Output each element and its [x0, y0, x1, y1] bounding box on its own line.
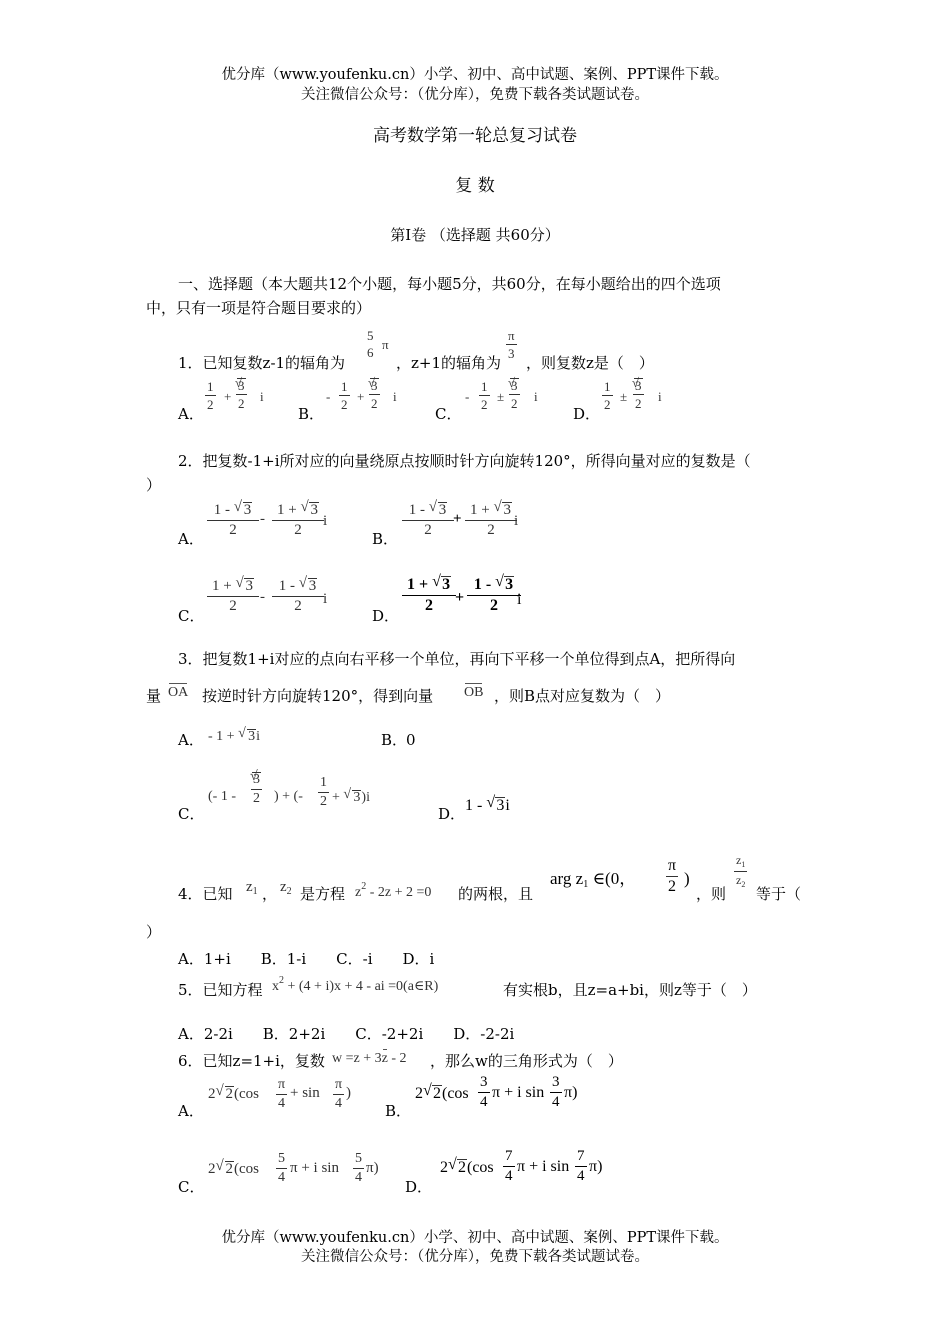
q1-c-pre: - [465, 389, 470, 404]
z-symbol: z [280, 879, 287, 895]
q3-c-frac [250, 772, 263, 806]
q4-z1 [246, 880, 258, 897]
q1-a-i: i [260, 389, 264, 404]
frac-den: 4 [335, 1096, 343, 1111]
q2-label-d: D． [372, 607, 400, 625]
plus: + [525, 1158, 543, 1175]
expr-pre: - 1 + [208, 729, 239, 744]
plus: + [500, 1084, 518, 1101]
q5-options: A．2-2i B．2+2i C．-2+2i D．-2-2i [178, 1025, 515, 1043]
frac-den: 4 [505, 1168, 513, 1184]
q1-label-d: D． [573, 405, 601, 423]
q3-c-mid: ) + (- [274, 789, 303, 804]
eq-sup: 2 [279, 975, 284, 986]
eq-x: x [272, 979, 279, 994]
ratio-den-sub: 2 [741, 880, 746, 889]
eq-rest: - 2z + 2 =0 [366, 885, 432, 900]
frac-num: 1 [481, 379, 488, 394]
frac-den: 4 [480, 1094, 488, 1110]
plus: + [332, 790, 344, 805]
ratio-num: z [736, 853, 742, 867]
q6-b-prefix [415, 1085, 469, 1102]
q2-label-c: C． [178, 607, 205, 625]
q6-d-frac-2 [575, 1149, 587, 1184]
q2-c-frac-1 [207, 578, 259, 614]
z-symbol: z [246, 879, 253, 895]
cos: (cos [234, 1086, 259, 1102]
q2-a-frac-2 [272, 502, 324, 538]
num-pre: 1 + [277, 502, 301, 518]
page-title: 高考数学第一轮总复习试卷 [373, 126, 577, 146]
q2-d-i: i [517, 591, 522, 608]
pi: π [589, 1158, 598, 1175]
sin: sin [302, 1085, 320, 1101]
q6-w-expr [332, 1052, 407, 1066]
q1-b-op: + [357, 389, 365, 404]
header-line-2: 关注微信公众号：（优分库），免费下载各类试题试卷。 [301, 87, 649, 103]
expr-end: i [256, 729, 260, 744]
pi: π [366, 1160, 374, 1176]
q1-c-op: ± [497, 389, 505, 404]
q6-a-close: ) [346, 1085, 351, 1101]
z-subscript: 1 [252, 886, 258, 897]
q1-angle-1-den: 6 [367, 345, 374, 360]
expr-pre: 1 - [465, 797, 487, 814]
q6-d-frac-1 [503, 1149, 515, 1184]
cos: (cos [442, 1085, 469, 1102]
q6-c-mid [290, 1161, 339, 1176]
q1-b-i: i [393, 389, 397, 404]
q6-text-2: ，那么w的三角形式为（ ） [430, 1052, 623, 1070]
frac-num: 1 [341, 379, 348, 394]
q5-equation [272, 976, 438, 994]
frac-num: 1 [320, 775, 327, 790]
q3-label-d: D． [438, 805, 466, 823]
q3-c-tail [332, 790, 370, 805]
q3-text-2: 按逆时针方向旋转120°，得到向量 [202, 687, 434, 705]
root-value: 3 [238, 378, 245, 393]
root-value: 3 [245, 578, 253, 594]
isin: i sin [517, 1084, 545, 1101]
q6-a-prefix [208, 1086, 259, 1102]
q4-text-3: 的两根，且 [458, 885, 534, 903]
q4-arg-frac [666, 858, 678, 895]
q4-comma: ， [262, 885, 278, 903]
q3-vector-ob [464, 686, 483, 700]
q3-label-c: C． [178, 805, 205, 823]
q4-arg-end: ) [684, 869, 690, 888]
q1-angle-2-den: 3 [508, 346, 515, 361]
frac-den: 2 [272, 596, 324, 614]
q3-c-pre: (- 1 - [208, 789, 236, 804]
pi: π [290, 1160, 298, 1176]
q2-line-1: 2．把复数-1+i所对应的向量绕原点按顺时针方向旋转120°，所得向量对应的复数是（ [178, 452, 751, 470]
pi: π [517, 1158, 526, 1175]
q3-a-expr [208, 729, 260, 744]
frac-num: 3 [552, 1074, 560, 1090]
plus: + [290, 1085, 303, 1101]
q1-d-op: ± [620, 389, 628, 404]
q2-c-i: i [323, 591, 328, 607]
root-value: 3 [505, 576, 514, 593]
q3-line-1: 3．把复数1+i对应的点向右平移一个单位，再向下平移一个单位得到点A，把所得向 [178, 650, 736, 668]
root-value: 3 [438, 502, 447, 518]
q1-a-half [205, 380, 216, 411]
isin: i sin [542, 1158, 570, 1175]
root-value: 3 [243, 502, 252, 518]
q4-equation [355, 882, 431, 900]
q4-line-2: ） [146, 923, 162, 941]
root-value: 3 [503, 502, 511, 518]
q2-a-op: - [260, 511, 265, 527]
q1-angle-1-num: 5 [367, 328, 374, 343]
q3-b-value: 0 [406, 731, 416, 749]
q4-z2 [280, 880, 292, 897]
q2-c-op: - [260, 589, 265, 605]
instructions-line-1: 一、选择题（本大题共12个小题，每小题5分，共60分，在每小题给出的四个选项 [178, 275, 721, 293]
q1-text-3: ，则复数z是（ ） [526, 354, 654, 372]
num-pre: 1 - [213, 502, 234, 518]
q6-text-1: 6．已知z=1+i，复数 [178, 1052, 325, 1070]
cos: (cos [467, 1159, 494, 1176]
frac-den: 2 [511, 396, 518, 411]
expr-end: )i [361, 790, 370, 805]
q6-a-frac-2 [333, 1078, 344, 1111]
frac-den: 2 [272, 520, 324, 538]
page-subtitle: 复 数 [455, 176, 495, 196]
q3-label-b: B． [381, 731, 408, 749]
q2-b-frac-1 [402, 502, 454, 538]
q3-d-expr [465, 797, 510, 814]
frac-den: 4 [355, 1170, 362, 1185]
q4-text-1: 4．已知 [178, 885, 233, 903]
root-value: 3 [442, 576, 451, 593]
coef: 2 [415, 1085, 423, 1102]
frac-num: 7 [577, 1148, 585, 1164]
frac-den: 2 [668, 878, 677, 895]
root-value: 3 [308, 578, 317, 594]
frac-den: 2 [341, 397, 348, 412]
q3-text-1: 量 [146, 687, 162, 705]
q1-angle-2-num: π [508, 328, 515, 343]
cos: (cos [234, 1161, 259, 1177]
q1-angle-1-pi: π [382, 337, 389, 352]
close: ) [597, 1158, 603, 1175]
frac-den: 2 [604, 397, 611, 412]
q6-b-end [564, 1085, 577, 1101]
q1-b-root [368, 378, 381, 410]
frac-den: 2 [635, 396, 642, 411]
pi: π [492, 1084, 501, 1101]
q1-angle-2 [506, 329, 517, 360]
num-pre: 1 - [278, 578, 299, 594]
q6-b-frac-1 [478, 1075, 490, 1110]
q6-c-end [366, 1161, 379, 1176]
q2-a-i: i [323, 513, 328, 529]
q6-label-d: D． [405, 1178, 433, 1196]
q6-label-a: A． [178, 1102, 204, 1120]
root-value: 3 [635, 378, 642, 393]
q6-b-mid [492, 1085, 544, 1101]
num-pre: 1 + [470, 502, 494, 518]
q2-b-i: i [514, 513, 519, 529]
q6-label-c: C． [178, 1178, 205, 1196]
q6-label-b: B． [385, 1102, 412, 1120]
root-value: 2 [433, 1085, 441, 1102]
q4-text-2: 是方程 [300, 885, 346, 903]
q2-d-frac-1 [402, 576, 456, 614]
eq-rest: + (4 + i)x + 4 - ai =0(a∈R) [284, 979, 439, 994]
root-value: 3 [310, 502, 318, 518]
frac-num: π [335, 1077, 343, 1092]
frac-den: 2 [467, 595, 521, 614]
q4-options: A．1+i B．1-i C．-i D．i [178, 950, 435, 968]
q6-c-prefix [208, 1161, 259, 1177]
q6-d-end [589, 1159, 602, 1175]
q3-label-a: A． [178, 731, 204, 749]
q1-d-root [632, 378, 645, 410]
num-pre: 1 - [473, 576, 496, 593]
q3-vector-oa [168, 686, 188, 700]
q6-d-prefix [440, 1159, 494, 1176]
coef: 2 [440, 1159, 448, 1176]
num-pre: 1 + [212, 578, 236, 594]
isin: i sin [313, 1160, 339, 1176]
ratio-den: z [736, 873, 742, 887]
q1-c-root [508, 378, 521, 410]
q4-arg-expr [550, 870, 636, 890]
root-value: 3 [248, 729, 256, 744]
q1-label-c: C． [435, 405, 462, 423]
q5-text-1: 5．已知方程 [178, 981, 263, 999]
q1-text-2: ，z+1的辐角为 [396, 354, 502, 372]
root-value: 3 [511, 378, 518, 393]
q5-text-2: 有实根b，且z=a+bi，则z等于（ ） [503, 981, 757, 999]
frac-den: 2 [207, 520, 259, 538]
q1-d-half [602, 380, 613, 411]
frac-den: 2 [207, 397, 214, 412]
eq-z: z [355, 885, 362, 900]
frac-den: 4 [278, 1170, 285, 1185]
vector-oa-label: OA [168, 685, 189, 700]
q2-d-frac-2 [467, 576, 521, 614]
q2-label-b: B． [372, 530, 399, 548]
q4-text-4: ，则 [696, 885, 727, 903]
q1-angle-1 [365, 329, 376, 359]
vector-ob-label: OB [464, 685, 484, 700]
coef: 2 [208, 1086, 216, 1102]
q6-d-mid [517, 1159, 569, 1175]
frac-den: 4 [577, 1168, 585, 1184]
q1-a-op: + [224, 389, 232, 404]
q1-a-root [235, 378, 248, 410]
footer-line-2: 关注微信公众号：（优分库），免费下载各类试题试卷。 [301, 1249, 649, 1265]
q1-c-half [479, 380, 490, 411]
root-value: 2 [225, 1086, 233, 1102]
root-value: 3 [253, 772, 260, 787]
frac-num: 3 [480, 1074, 488, 1090]
root-value: 3 [496, 797, 505, 814]
instructions-line-2: 中，只有一项是符合题目要求的） [146, 299, 372, 317]
q2-c-frac-2 [272, 578, 324, 614]
q1-b-pre: - [326, 389, 331, 404]
arg-mid: ∈(0， [592, 869, 637, 888]
q2-a-frac-1 [207, 502, 259, 538]
num-pre: 1 + [406, 576, 433, 593]
footer-line-1: 优分库（www.youfenku.cn）小学、初中、高中试题、案例、PPT课件下载。 [221, 1230, 729, 1246]
expr-end: i [505, 797, 510, 814]
close: ) [373, 1160, 379, 1176]
frac-den: 4 [552, 1094, 560, 1110]
q4-ratio [734, 854, 747, 889]
coef: 2 [208, 1161, 216, 1177]
q1-b-half [339, 380, 350, 411]
frac-den: 2 [253, 791, 260, 806]
frac-den: 2 [371, 396, 378, 411]
root-value: 2 [225, 1161, 233, 1177]
pi: π [564, 1084, 573, 1101]
q6-a-frac-1 [276, 1078, 287, 1111]
q6-b-frac-2 [550, 1075, 562, 1110]
q6-c-frac-1 [276, 1152, 287, 1185]
close: ) [572, 1084, 578, 1101]
frac-den: 2 [402, 520, 454, 538]
frac-num: 5 [278, 1151, 285, 1166]
ratio-num-sub: 1 [741, 860, 746, 869]
frac-den: 2 [465, 520, 517, 538]
root-value: 3 [371, 378, 378, 393]
root-value: 2 [458, 1159, 466, 1176]
frac-num: π [278, 1077, 286, 1092]
q3-text-3: ，则B点对应复数为（ ） [494, 687, 671, 705]
q2-b-frac-2 [465, 502, 517, 538]
q2-d-op: + [455, 589, 465, 606]
w-post: - 2 [387, 1051, 407, 1066]
z-subscript: 2 [286, 886, 292, 897]
q6-c-frac-2 [353, 1152, 364, 1185]
q2-b-op: + [453, 511, 462, 527]
frac-den: 2 [481, 397, 488, 412]
q1-label-a: A． [178, 405, 204, 423]
plus: + [297, 1160, 314, 1176]
frac-den: 4 [278, 1096, 286, 1111]
arg-sub: 1 [583, 879, 589, 890]
w-pre: w =z + 3 [332, 1051, 382, 1066]
frac-num: π [668, 857, 677, 874]
q1-d-i: i [658, 389, 662, 404]
root-value: 3 [353, 790, 361, 805]
arg-pre: arg z [550, 869, 584, 888]
frac-num: 1 [604, 379, 611, 394]
q1-label-b: B． [298, 405, 325, 423]
header-line-1: 优分库（www.youfenku.cn）小学、初中、高中试题、案例、PPT课件下载。 [221, 67, 729, 83]
q3-c-half [318, 776, 329, 809]
q4-text-5: 等于（ [756, 885, 802, 903]
frac-den: 2 [207, 596, 259, 614]
num-pre: 1 - [408, 502, 429, 518]
q6-a-mid [290, 1086, 320, 1101]
frac-num: 5 [355, 1151, 362, 1166]
eq-sup: 2 [361, 881, 367, 892]
z-conjugate: z [381, 1051, 388, 1066]
section-title: 第I卷 （选择题 共60分） [390, 226, 560, 244]
frac-num: 7 [505, 1148, 513, 1164]
q1-c-i: i [534, 389, 538, 404]
frac-den: 2 [238, 396, 245, 411]
frac-num: 1 [207, 379, 214, 394]
frac-den: 2 [320, 794, 327, 809]
q2-line-2: ） [146, 476, 162, 494]
q2-label-a: A． [178, 530, 204, 548]
q1-text-1: 1．已知复数z-1的辐角为 [178, 354, 346, 372]
frac-den: 2 [402, 595, 456, 614]
